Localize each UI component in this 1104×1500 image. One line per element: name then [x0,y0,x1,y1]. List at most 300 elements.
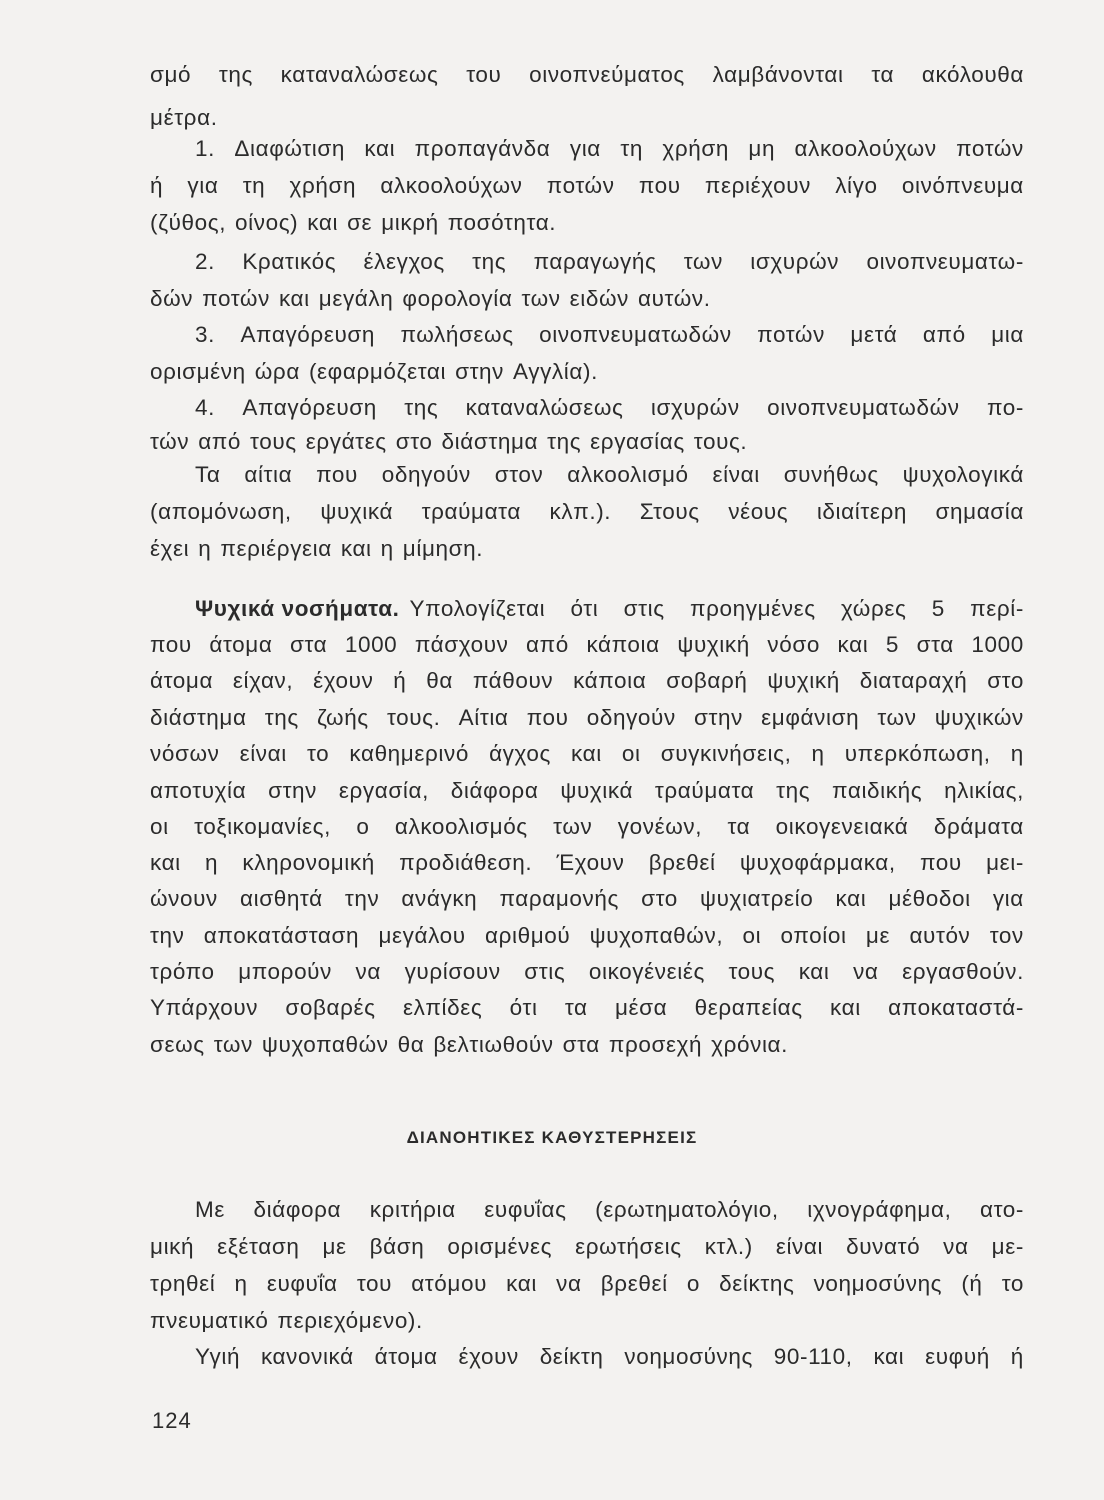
word: ώνουν [150,886,218,911]
word: Διαφώτιση [234,136,345,161]
word: με [865,923,891,948]
word: δείκτη [539,1344,604,1369]
word: των [553,814,593,839]
word: νόσων [150,741,220,766]
word: σοβαρές [285,995,376,1020]
word: ψυχικά [320,499,394,524]
word: και [798,959,830,984]
word: (ή [961,1271,983,1296]
word: και [278,286,310,311]
word: θα [397,1032,425,1057]
word: ψυχικά [560,778,634,803]
word: στα [562,1032,600,1057]
word: ακόλουθα [921,62,1024,87]
word: (ερωτηματολόγιο, [595,1197,779,1222]
word: αποκατάσταση [203,923,360,948]
word: για [992,886,1024,911]
word: νέους [728,499,789,524]
word: είναι [239,741,287,766]
text-line [150,778,1024,804]
word: (ζύθος, [150,210,227,235]
word: τα [871,62,895,87]
word: της [404,395,439,420]
word: πάθουν [472,668,554,693]
word: μίμηση. [402,536,484,561]
text-line [150,62,1024,88]
word: κλπ.). [549,499,612,524]
word: σεως [150,1032,205,1057]
word: εργασίας [590,429,685,454]
word: Έχουν [556,850,625,875]
text-line [150,210,1024,236]
text-line [150,668,1024,694]
word: τρόπο [150,959,215,984]
word: ή [393,668,407,693]
word: με [322,1234,347,1259]
word: βρεθεί [648,850,716,875]
word: έχουν [458,1344,519,1369]
word: 1000 [344,632,398,657]
text-line [150,1308,1024,1334]
word: μέτρα. [150,105,218,130]
word: περιέχουν [704,173,811,198]
word: καταναλώσεως [280,62,439,87]
word: ότι [509,995,538,1020]
word: οικογένειές [588,959,705,984]
word: σμό [150,62,192,87]
word: πνευματικό [150,1308,269,1333]
word: της [264,705,299,730]
word: παραγωγής [533,249,657,274]
word: του [466,62,502,87]
text-line [150,429,1024,455]
word: να [853,959,879,984]
word: οίνος) [235,210,299,235]
word: ευφυή [925,1344,990,1369]
word: τοξικομανίες, [194,814,331,839]
word: 5 [885,632,900,657]
word: βάση [369,1234,425,1259]
word: των [683,249,723,274]
word: ευφυΐας [484,1197,567,1222]
word: ο [686,1271,700,1296]
word: Κρατικός [242,249,337,274]
word: μέθοδοι [888,886,971,911]
word: άγχος [489,741,551,766]
word: τραύματα [654,778,755,803]
word: 2. [195,249,215,274]
word: περιέργεια [220,536,332,561]
word: οι [621,741,641,766]
word: τραύματα [421,499,521,524]
word: μέσα [614,995,668,1020]
word: σημασία [935,499,1024,524]
text-line [150,499,1024,525]
word: ζωής [317,705,369,730]
word: ο [356,814,370,839]
text-line [150,995,1024,1021]
word: έχει [150,536,190,561]
text-line [150,850,1024,876]
word: χρόνια. [711,1032,789,1057]
word: ποτών [546,173,615,198]
word: αλκοολισμό [567,462,689,487]
word: αυτόν [909,923,971,948]
word: των [521,286,561,311]
word: ισχυρών [750,249,840,274]
word: η [811,741,825,766]
word: νοημοσύνης [813,1271,943,1296]
word: που [316,462,358,487]
word: ψυχιατρείο [699,886,814,911]
word: οδηγούν [586,705,676,730]
word: οινοπνευματω- [866,249,1024,274]
word: παραμονής [499,886,619,911]
word: διάφορα [450,778,539,803]
word: που [526,705,569,730]
text-line [195,462,1024,488]
word: βελτιωθούν [433,1032,554,1057]
word: υπερκόπωση, [844,741,991,766]
word: χρήση [289,173,357,198]
word: η [205,850,219,875]
word: Τα [195,462,221,487]
word: κριτήρια [369,1197,456,1222]
word: δράματα [933,814,1024,839]
word: που [919,850,962,875]
text-line [195,596,1024,622]
word: στην [694,705,743,730]
word: άτομα [209,632,273,657]
word: Αίτια [458,705,509,730]
word: ποτών [202,286,270,311]
word: θα [426,668,453,693]
text-line [150,1271,1024,1297]
text-line [150,886,1024,912]
word: δυνατό [846,1234,921,1259]
word: πάσχουν [414,632,509,657]
word: 1000 [971,632,1024,657]
word: ή [1010,1344,1024,1369]
word: να [943,1234,969,1259]
word: ψυχοπαθών, [589,923,724,948]
word: 1. [195,136,215,161]
word: ηλικίας, [944,778,1024,803]
word: αποκαταστά- [888,995,1024,1020]
word: στα [916,632,954,657]
word: και [307,210,339,235]
text-line [150,814,1024,840]
word: ιδιαίτερη [816,499,907,524]
word: από [198,429,242,454]
word: Με [195,1197,225,1222]
word: για [569,136,601,161]
word: εργασθούν. [902,959,1024,984]
word: παιδικής [832,778,923,803]
page-number: 124 [152,1408,192,1433]
word: συγκινήσεις, [660,741,792,766]
word: ισχυρών [650,395,740,420]
word: συνήθως [783,462,879,487]
word: ανάγκη [401,886,478,911]
word: και [835,886,867,911]
word: πο- [986,395,1024,420]
word: της [776,778,811,803]
word: αίτια [244,462,293,487]
word: εργάτες [305,429,387,454]
word: οινόπνευμα [901,173,1024,198]
text-line [150,959,1024,985]
word: τη [620,136,643,161]
word: Απαγόρευση [240,322,375,347]
word: (εφαρμόζεται [308,359,447,384]
word: τη [242,173,266,198]
text-line [150,105,1024,131]
word: προπαγάνδα [414,136,551,161]
section-heading: ΔΙΑΝΟΗΤΙΚΕΣ ΚΑΘΥΣΤΕΡΗΣΕΙΣ [406,1128,698,1147]
word: τους. [693,429,748,454]
word: Αγγλία). [513,359,598,384]
word: κανονικά [260,1344,354,1369]
word: οινοπνευματωδών [539,322,732,347]
word: ψυχολογικά [902,462,1024,487]
word: γονέων, [617,814,703,839]
text-line [150,1234,1024,1260]
text-line [195,1197,1024,1223]
word: οινοπνεύματος [529,62,685,87]
word: ψυχική [677,632,750,657]
word: ευφυΐα [266,1271,338,1296]
word: από [922,322,966,347]
section-lead-title: Ψυχικά νοσήματα. [195,596,400,621]
word: αριθμού [484,923,571,948]
word: και [364,136,396,161]
word: ψυχοπαθών [261,1032,389,1057]
word: των [877,705,917,730]
word: αλκοολισμός [394,814,528,839]
text-line [150,923,1024,949]
word: διαταραχή [859,668,968,693]
word: ορισμένη [150,359,246,384]
word: βρεθεί [600,1271,668,1296]
word: να [556,1271,582,1296]
text-line [150,359,1024,385]
word: για [187,173,219,198]
word: ατόμου [411,1271,487,1296]
word: είχαν, [232,668,294,693]
word: της [547,429,582,454]
word: πωλήσεως [400,322,514,347]
word: η [380,536,394,561]
word: μη [748,136,776,161]
word: ποτών [757,322,825,347]
word: είναι [775,1234,824,1259]
text-line [195,249,1024,275]
word: νοημοσύνης [624,1344,753,1369]
word: αισθητά [240,886,323,911]
text-line [150,286,1024,312]
word: 3. [195,322,215,347]
word: τους. [386,705,441,730]
word: η [1010,741,1024,766]
word: των [213,1032,253,1057]
word: μπορούν [238,959,332,984]
word: και [506,1271,537,1296]
word: του [356,1271,393,1296]
word: και [571,741,602,766]
text-line [195,395,1024,421]
word: και [150,850,181,875]
word: τον [989,923,1024,948]
word: που [638,173,681,198]
text-line [150,173,1024,199]
word: ειδών [569,286,630,311]
word: να [355,959,381,984]
text-line [150,741,1024,767]
word: άτομα [374,1344,438,1369]
word: σε [347,210,373,235]
word: τα [727,814,751,839]
word: αλκοολούχων [794,136,937,161]
text-line [150,705,1024,731]
word: (απομόνωση, [150,499,292,524]
word: της [472,249,507,274]
word: 90-110, [773,1344,853,1369]
word: γυρίσουν [404,959,501,984]
word: τους [728,959,776,984]
word: ερωτήσεις [575,1234,682,1259]
word: κτλ.) [704,1234,753,1259]
word: με- [991,1234,1024,1259]
word: δών [150,286,194,311]
word: την [150,923,185,948]
word: το [1001,1271,1024,1296]
word: οινοπνευματωδών [767,395,960,420]
word: καθημερινό [349,741,469,766]
word: έλεγχος [363,249,445,274]
word: την [344,886,380,911]
word: στην [268,778,318,803]
word: ή [150,173,164,198]
word: η [198,536,212,561]
text-line [195,1344,1024,1370]
word: ψυχοφάρμακα, [739,850,896,875]
word: λαμβάνονται [712,62,844,87]
word: κάποια [586,632,660,657]
word: και [340,536,372,561]
word: οποίοι [780,923,847,948]
text-line [150,632,1024,658]
word: φορολογία [402,286,513,311]
word: Απαγόρευση [242,395,377,420]
text-line [150,536,1024,562]
word: καταναλώσεως [465,395,624,420]
word: τών [150,429,190,454]
word: τρηθεί [150,1271,216,1296]
word: ποτών [956,136,1024,161]
word: μικρή [381,210,439,235]
word: τους [250,429,297,454]
word: διάφορα [253,1197,342,1222]
word: Στους [639,499,700,524]
word: στο [641,886,678,911]
word: ψυχικών [934,705,1024,730]
word: χρήση [662,136,729,161]
word: της [218,62,253,87]
word: μια [991,322,1024,347]
word: μεγάλη [318,286,394,311]
word: που [150,632,192,657]
word: προδιάθεση. [399,850,533,875]
word: οι [742,923,762,948]
word: μεγάλου [378,923,466,948]
word: κάποια [573,668,647,693]
word: 4. [195,395,215,420]
word: ώρα [254,359,300,384]
word: οι [150,814,169,839]
word: στην [455,359,505,384]
word: αλκοολούχων [380,173,523,198]
text-line [195,322,1024,348]
text-line [195,136,1024,162]
word: ποσότητα. [447,210,557,235]
word: από [526,632,569,657]
word: ορισμένες [447,1234,553,1259]
word: αυτών. [638,286,711,311]
word: έχουν [313,668,374,693]
word: ελπίδες [402,995,483,1020]
word: είναι [712,462,760,487]
word: η [234,1271,248,1296]
word: διάστημα [150,705,247,730]
word: διάστημα [441,429,539,454]
word: κληρονομική [242,850,375,875]
word: και [837,632,869,657]
word: εργασία, [338,778,429,803]
word: Υγιή [195,1344,241,1369]
word: Υπάρχουν [150,995,259,1020]
lead-line-text: Υπολογίζεται ότι στις προηγμένες χώρες 5 περί- [409,596,1024,621]
word: νόσο [767,632,820,657]
word: λίγο [835,173,878,198]
word: προσεχή [608,1032,703,1057]
word: ατο- [979,1197,1024,1222]
word: στο [987,668,1024,693]
word: άτομα [150,668,214,693]
word: μετά [850,322,898,347]
word: στο [395,429,433,454]
word: στις [524,959,566,984]
word: εξέταση [217,1234,300,1259]
word: τα [564,995,588,1020]
word: και [873,1344,905,1369]
word: περιεχόμενο). [277,1308,423,1333]
word: μει- [986,850,1024,875]
word: δείκτης [719,1271,795,1296]
text-line [150,1032,1024,1058]
word: ιχνογράφημα, [807,1197,952,1222]
word: στα [290,632,328,657]
word: οικογενειακά [775,814,909,839]
word: θεραπείας [694,995,803,1020]
word: το [306,741,330,766]
word: μική [150,1234,195,1259]
word: εμφάνιση [761,705,860,730]
word: ψυχική [767,668,840,693]
word: και [830,995,861,1020]
word: σοβαρή [666,668,748,693]
word: αποτυχία [150,778,247,803]
